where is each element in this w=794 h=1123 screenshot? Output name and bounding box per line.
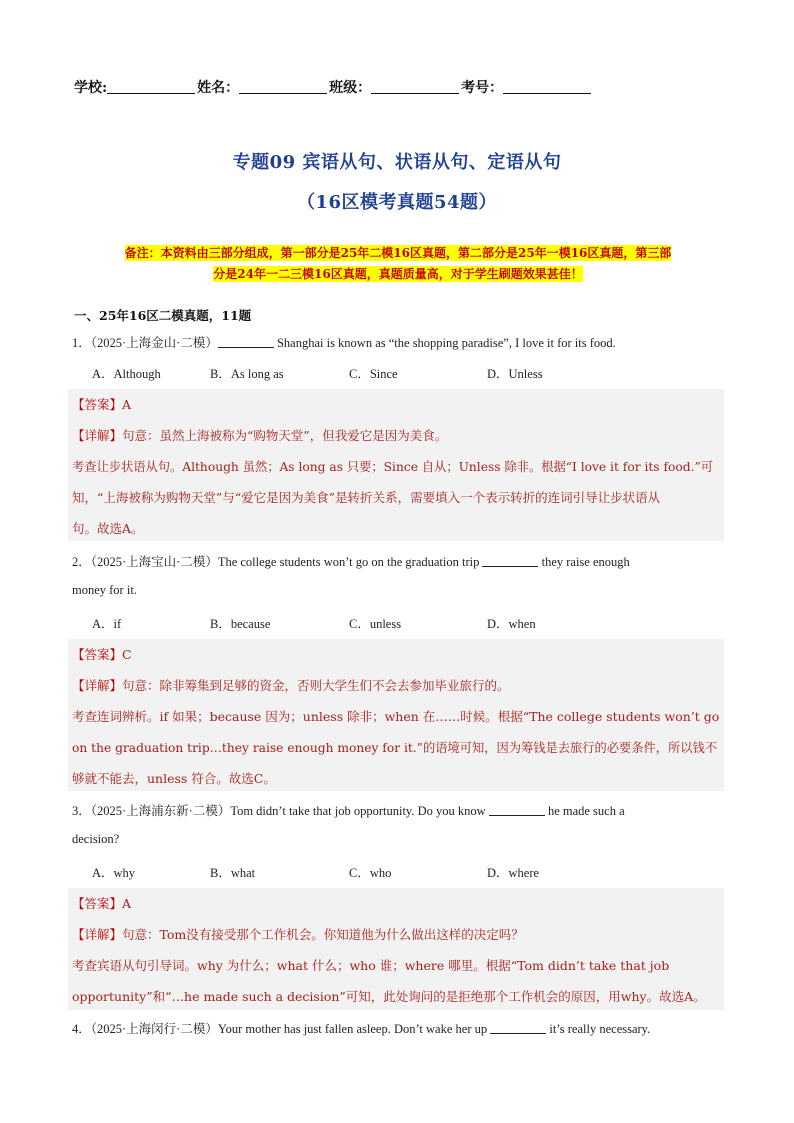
question-2-suffix: they raise enough [538,555,630,569]
question-2-answer-block [68,639,724,791]
remark-note [74,243,722,285]
detail-line: on the graduation trip…they raise enough money for it.”的语境可知，因为筹钱是去旅行的必要条件，所以钱不 [72,741,717,755]
question-4-suffix: it’s really necessary. [546,1022,651,1036]
question-2-stem [72,552,630,570]
detail-text: 句意：除非筹集到足够的资金，否则大学生们不会去参加毕业旅行的。 [122,678,510,693]
answer-blank [482,554,538,567]
detail-tag: 【详解】 [72,927,123,942]
answer-blank [489,803,545,816]
question-2-option-d: D．when [487,617,536,631]
question-3-suffix: he made such a [544,804,625,818]
question-3-option-c: C．who [349,866,392,880]
detail-line: 知，“上海被称为购物天堂”与“爱它是因为美食”是转折关系，需要填入一个表示转折的连词引导让步状语从 [72,490,661,505]
question-2-stem-line-2: money for it. [72,583,137,597]
question-4-stem [72,1019,650,1037]
detail-text: 句意：Tom没有接受那个工作机会。你知道他为什么做出这样的决定吗？ [122,927,524,942]
detail-line [72,925,524,943]
question-1-answer-block [68,389,724,541]
school-blank[interactable] [107,79,195,94]
question-4-prefix: 4．（2025·上海闵行·二模）Your mother has just fallen asleep. Don’t wake her up [72,1022,491,1036]
question-1-stem [72,333,616,351]
student-info-header [74,77,591,97]
question-2-option-a: A．if [92,617,122,631]
answer-line [72,395,131,413]
answer-blank [490,1021,546,1034]
remark-line-2: 分是24年一二三模16区真题，真题质量高，对于学生刷题效果甚佳！ [213,267,583,281]
question-1-suffix: Shanghai is known as “the shopping paradise”, I love it for its food. [273,336,616,350]
detail-line: 考查连词辨析。if 如果；because 因为；unless 除非；when 在……时候。根据“The college students won’t go [72,709,720,724]
question-1-option-a: A．Although [92,367,161,381]
class-label: 班级： [329,80,372,96]
remark-line-1: 备注：本资料由三部分组成，第一部分是25年二模16区真题，第二部分是25年一模16区真题，第三部 [124,246,672,260]
detail-line: 句。故选A。 [72,521,144,536]
detail-line [72,676,510,694]
page-subtitle: （16区模考真题54题） [296,192,498,213]
question-2-prefix: 2．（2025·上海宝山·二模）The college students won’t go on the graduation trip [72,555,483,569]
question-3-answer-block [68,888,724,1010]
question-1-option-b: B．As long as [210,367,284,381]
class-blank[interactable] [371,79,459,94]
detail-line: 考查宾语从句引导词。why 为什么；what 什么；who 谁；where 哪里。根据“Tom didn’t take that job [72,958,670,973]
question-3-option-b: B．what [210,866,256,880]
answer-line [72,894,131,912]
detail-text: 句意：虽然上海被称为“购物天堂”，但我爱它是因为美食。 [122,428,448,443]
answer-tag: 【答案】 [72,397,123,412]
detail-line [72,426,447,444]
question-1-option-c: C．Since [349,367,398,381]
question-3-prefix: 3．（2025·上海浦东新·二模）Tom didn’t take that job opportunity. Do you know [72,804,489,818]
detail-line: 够就不能去，unless 符合。故选C。 [72,771,276,786]
section-heading: 一、25年16区二模真题，11题 [74,308,252,323]
answer-line [72,645,132,663]
answer-value: A [122,896,132,911]
page-title: 专题09 宾语从句、状语从句、定语从句 [232,152,562,173]
question-3-stem [72,801,625,819]
detail-tag: 【详解】 [72,428,123,443]
answer-tag: 【答案】 [72,896,123,911]
question-1-prefix: 1．（2025·上海金山·二模） [72,336,218,350]
detail-line: 考查让步状语从句。Although 虽然；As long as 只要；Since 自从；Unless 除非。根据“I love it for its food.”可 [72,460,713,474]
question-2-option-b: B．because [210,617,271,631]
answer-value: A [122,397,132,412]
name-label: 姓名： [197,80,240,96]
detail-tag: 【详解】 [72,678,123,693]
question-2-option-c: C．unless [349,617,402,631]
answer-blank [218,335,274,348]
answer-tag: 【答案】 [72,647,123,662]
name-blank[interactable] [239,79,327,94]
question-1-option-d: D．Unless [487,367,543,381]
exam-no-label: 考号： [461,80,504,96]
question-3-option-d: D．where [487,866,540,880]
question-3-option-a: A．why [92,866,136,880]
exam-no-blank[interactable] [503,79,591,94]
answer-value: C [122,647,132,662]
detail-line: opportunity”和“…he made such a decision”可知，此处询问的是拒绝那个工作机会的原因，用why。故选A。 [72,989,706,1004]
question-3-stem-line-2: decision? [72,832,120,846]
school-label: 学校: [74,80,108,96]
